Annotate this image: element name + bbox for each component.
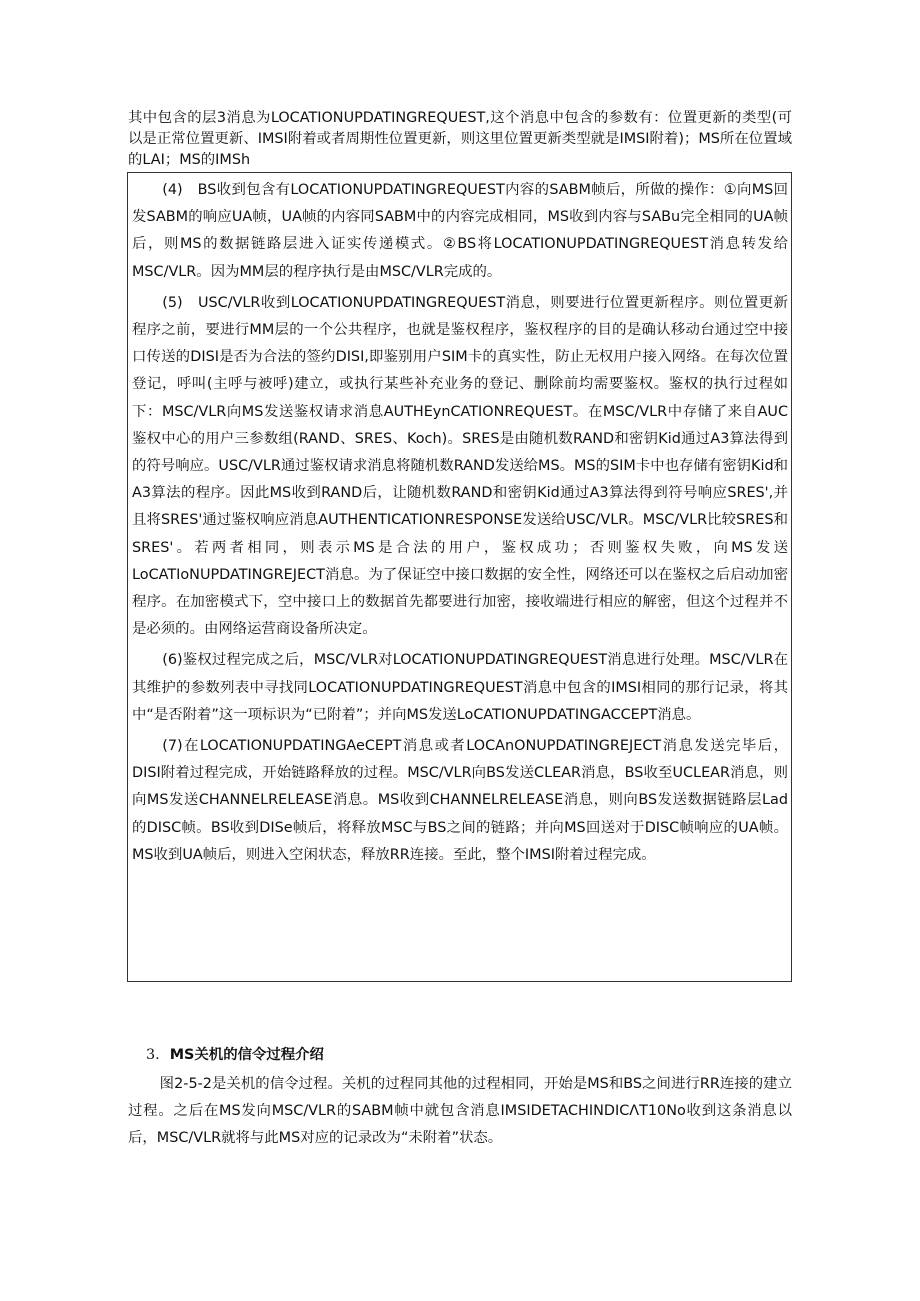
section-body: 图2-5-2是关机的信令过程。关机的过程同其他的过程相同，开始是MS和BS之间进行RR连接的建立过程。之后在MS发向MSC/VLR的SABM帧中就包含消息IMSIDETACHINDICΛT10No收到这条消息以后，MSC/VLR就将与此MS对应的记录改为“未附着”状态。: [128, 1076, 792, 1147]
paragraph-step-5: (5) USC/VLR收到LOCATIONUPDATINGREQUEST消息，则要进行位置更新程序。则位置更新程序之前，要进行MM层的一个公共程序，也就是鉴权程序，鉴权程序的目的是确认移动台通过空中接口传送的DISI是否为合法的签约DISI,即鉴别用户SIM卡的真实性，防止无权用户接入网络。在每次位置登记，呼叫(主呼与被呼)建立，或执行某些补充业务的登记、删除前均需要鉴权。鉴权的执行过程如下：MSC/VLR向MS发送鉴权请求消息AUTHEynCATIONREQUEST。在MSC/VLR中存储了来自AUC鉴权中心的用户三参数组(RAND、SRES、Koch)。SRES是由随机数RAND和密钥Kid通过A3算法得到的符号响应。USC/VLR通过鉴权请求消息将随机数RAND发送给MS。MS的SIM卡中也存储有密钥Kid和A3算法的程序。因此MS收到RAND后，让随机数RAND和密钥Kid通过A3算法得到符号响应SRES',并且将SRES'通过鉴权响应消息AUTHENTICATIONRESPONSE发送给USC/VLR。MSC/VLR比较SRES和SRES'。若两者相同，则表示MS是合法的用户，鉴权成功；否则鉴权失败，向MS发送LoCATIoNUPDATINGREJECT消息。为了保证空中接口数据的安全性，网络还可以在鉴权之后启动加密程序。在加密模式下，空中接口上的数据首先都要进行加密，接收端进行相应的解密，但这个过程并不是必须的。由网络运营商设备所决定。: [132, 294, 788, 638]
section-number: 3.: [146, 1047, 160, 1063]
intro-paragraph: 其中包含的层3消息为LOCATIONUPDATINGREQUEST,这个消息中包含的参数有：位置更新的类型(可以是正常位置更新、IMSI附着或者周期性位置更新，则这里位置更新类型就是IMSI附着)；MS所在位置域的LAI；MS的IMSh: [128, 110, 792, 168]
intro-block: [128, 108, 792, 171]
paragraph-step-6: (6)鉴权过程完成之后，MSC/VLR对LOCATIONUPDATINGREQUEST消息进行处理。MSC/VLR在其维护的参数列表中寻找同LOCATIONUPDATINGREQUEST消息中包含的IMSI相同的那行记录，将其中“是否附着”这一项标识为“已附着”；并向MS发送LoCATIONUPDATINGACCEPT消息。: [132, 652, 788, 723]
paragraph-step-7: (7)在LOCATIONUPDATINGAeCEPT消息或者LOCAnONUPDATINGREJECT消息发送完毕后，DISI附着过程完成，开始链路释放的过程。MSC/VLR向BS发送CLEAR消息，BS收至UCLEAR消息，则向MS发送CHANNELRELEASE消息。MS收到CHANNELRELEASE消息，则向BS发送数据链路层Lad的DISC帧。BS收到DISe帧后，将释放MSC与BS之间的链路；并向MS回送对于DISC帧响应的UA帧。MS收到UA帧后，则进入空闲状态，释放RR连接。至此，整个IMSI附着过程完成。: [132, 738, 788, 863]
paragraph-step-4: (4) BS收到包含有LOCATIONUPDATINGREQUEST内容的SABM帧后，所做的操作：①向MS回发SABM的响应UA帧，UA帧的内容同SABM中的内容完成相同，MS收到内容与SABu完全相同的UA帧后，则MS的数据链路层进入证实传递模式。②BS将LOCATIONUPDATINGREQUEST消息转发给MSC/VLR。因为MM层的程序执行是由MSC/VLR完成的。: [132, 182, 788, 280]
section-3: [128, 1044, 792, 1153]
section-title: MS关机的信令过程介绍: [169, 1047, 324, 1063]
bordered-text-box: [127, 172, 792, 982]
section-heading: [146, 1044, 792, 1066]
